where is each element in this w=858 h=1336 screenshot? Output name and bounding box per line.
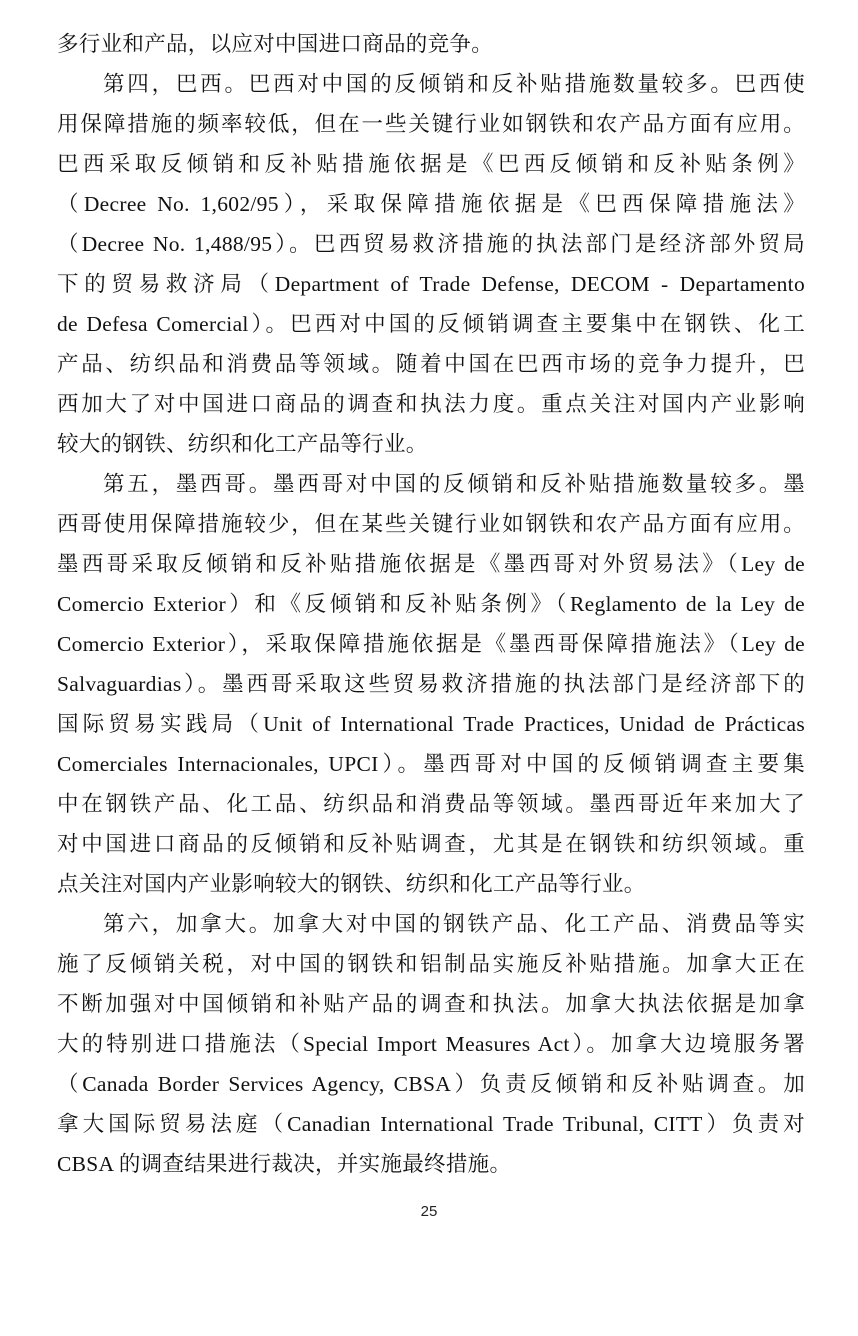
text-line: Comercio Exterior），采取保障措施依据是《墨西哥保障措施法》（Ley de xyxy=(57,632,805,656)
text-line: 拿大国际贸易法庭（Canadian International Trade Tribunal, CITT）负责对 xyxy=(57,1112,805,1136)
text-line: 较大的钢铁、纺织和化工产品等行业。 xyxy=(57,432,428,456)
text-line: 巴西采取反倾销和反补贴措施依据是《巴西反倾销和反补贴条例》 xyxy=(57,152,805,176)
text-line: 多行业和产品，以应对中国进口商品的竞争。 xyxy=(57,32,494,56)
paragraph-mexico xyxy=(57,464,805,904)
text-line: 国际贸易实践局（Unit of International Trade Practices, Unidad de Prácticas xyxy=(57,712,805,736)
text-line: 墨西哥采取反倾销和反补贴措施依据是《墨西哥对外贸易法》（Ley de xyxy=(57,552,805,576)
text-line: 产品、纺织品和消费品等领域。随着中国在巴西市场的竞争力提升，巴 xyxy=(57,352,805,376)
text-line: 第四，巴西。巴西对中国的反倾销和反补贴措施数量较多。巴西使 xyxy=(103,72,805,96)
text-line: 大的特别进口措施法（Special Import Measures Act）。加拿大边境服务署 xyxy=(57,1032,805,1056)
text-line: 中在钢铁产品、化工品、纺织品和消费品等领域。墨西哥近年来加大了 xyxy=(57,792,805,816)
page-number: 25 xyxy=(420,1203,438,1220)
text-line: 施了反倾销关税，对中国的钢铁和铝制品实施反补贴措施。加拿大正在 xyxy=(57,952,805,976)
text-line: 第五，墨西哥。墨西哥对中国的反倾销和反补贴措施数量较多。墨 xyxy=(103,472,805,496)
text-line: Comercio Exterior）和《反倾销和反补贴条例》（Reglamento de la Ley de xyxy=(57,592,805,616)
text-line: 西加大了对中国进口商品的调查和执法力度。重点关注对国内产业影响 xyxy=(57,392,805,416)
text-line: （Decree No. 1,602/95），采取保障措施依据是《巴西保障措施法》 xyxy=(57,192,805,216)
text-line: 第六，加拿大。加拿大对中国的钢铁产品、化工产品、消费品等实 xyxy=(103,912,805,936)
text-line: （Canada Border Services Agency, CBSA）负责反倾销和反补贴调查。加 xyxy=(57,1072,805,1096)
text-line: 点关注对国内产业影响较大的钢铁、纺织和化工产品等行业。 xyxy=(57,872,646,896)
paragraph-continuation xyxy=(57,24,805,64)
text-line: （Decree No. 1,488/95）。巴西贸易救济措施的执法部门是经济部外贸局 xyxy=(57,232,805,256)
text-line: 西哥使用保障措施较少，但在某些关键行业如钢铁和农产品方面有应用。 xyxy=(57,512,805,536)
paragraph-brazil xyxy=(57,64,805,464)
text-line: 不断加强对中国倾销和补贴产品的调查和执法。加拿大执法依据是加拿 xyxy=(57,992,805,1016)
text-line: Salvaguardias）。墨西哥采取这些贸易救济措施的执法部门是经济部下的 xyxy=(57,672,805,696)
text-line: 用保障措施的频率较低，但在一些关键行业如钢铁和农产品方面有应用。 xyxy=(57,112,805,136)
text-line: de Defesa Comercial）。巴西对中国的反倾销调查主要集中在钢铁、化工 xyxy=(57,312,805,336)
document-page xyxy=(57,24,805,1184)
text-line: CBSA 的调查结果进行裁决，并实施最终措施。 xyxy=(57,1152,512,1176)
text-line: 下的贸易救济局（Department of Trade Defense, DECOM - Departamento xyxy=(57,272,805,296)
paragraph-canada xyxy=(57,904,805,1184)
text-line: 对中国进口商品的反倾销和反补贴调查，尤其是在钢铁和纺织领域。重 xyxy=(57,832,805,856)
text-line: Comerciales Internacionales, UPCI）。墨西哥对中国的反倾销调查主要集 xyxy=(57,752,805,776)
